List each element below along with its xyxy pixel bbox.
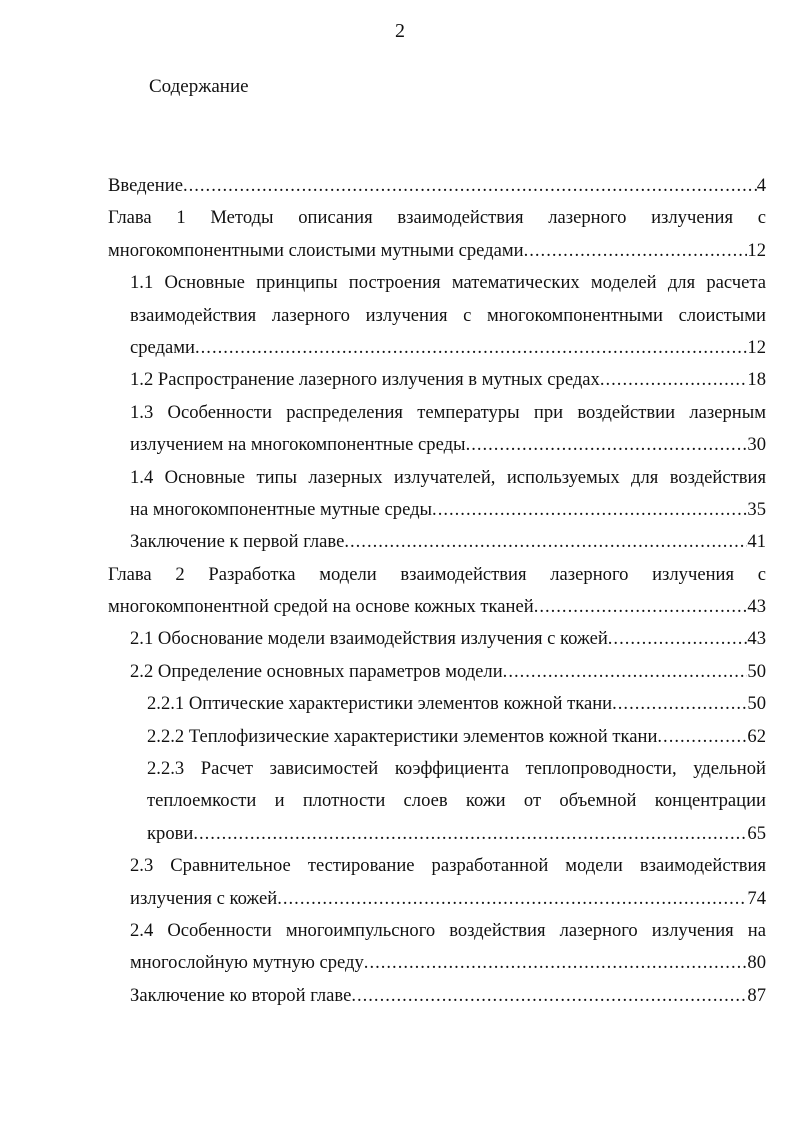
dot-leader xyxy=(657,721,747,753)
dot-leader xyxy=(524,235,748,267)
toc-entry-text: на многокомпонентные мутные среды xyxy=(130,498,433,520)
toc-page-number: 18 xyxy=(747,369,766,391)
toc-entry-text: средами xyxy=(130,336,195,358)
toc-entry-line xyxy=(130,980,766,1012)
toc-entry-text: многокомпонентными слоистыми мутными средами xyxy=(108,239,524,261)
toc-page-number: 50 xyxy=(747,693,766,715)
toc-entry xyxy=(108,688,766,720)
toc-entry xyxy=(108,364,766,396)
page-number: 2 xyxy=(395,20,405,42)
toc-page-number: 62 xyxy=(747,725,766,747)
toc-entry xyxy=(108,397,766,462)
toc-entry-text: 2.2.1 Оптические характеристики элементов кожной ткани xyxy=(147,693,613,715)
toc-entry-text: Заключение к первой главе xyxy=(130,531,345,553)
dot-leader xyxy=(195,332,747,364)
toc-entry-line: Глава 1 Методы описания взаимодействия лазерного излучения с xyxy=(108,207,766,229)
toc-entry-line: 1.3 Особенности распределения температуры при воздействии лазерным xyxy=(130,401,766,423)
toc-entry-line xyxy=(130,429,766,461)
toc-entry xyxy=(108,850,766,915)
toc-entry-line: 2.3 Сравнительное тестирование разработанной модели взаимодействия xyxy=(130,855,766,877)
toc-entry-line xyxy=(147,721,766,753)
toc-entry-line xyxy=(147,818,766,850)
dot-leader xyxy=(351,980,747,1012)
toc-page-number: 41 xyxy=(747,531,766,553)
toc-entry-line: взаимодействия лазерного излучения с многокомпонентными слоистыми xyxy=(130,304,766,326)
toc-entry-line: теплоемкости и плотности слоев кожи от объемной концентрации xyxy=(147,790,766,812)
toc-entry-text: крови xyxy=(147,822,194,844)
dot-leader xyxy=(600,364,748,396)
dot-leader xyxy=(193,818,747,850)
toc-page-number: 4 xyxy=(756,175,766,196)
toc-entry-line: 1.4 Основные типы лазерных излучателей, используемых для воздействия xyxy=(130,466,766,488)
dot-leader xyxy=(344,526,747,558)
dot-leader xyxy=(277,883,747,915)
toc-entry-line xyxy=(130,947,766,979)
toc-page-number: 12 xyxy=(747,239,766,261)
toc-page-number: 35 xyxy=(747,498,766,520)
toc-entry-text: 1.2 Распространение лазерного излучения в мутных средах xyxy=(130,369,600,391)
toc-entry-line xyxy=(147,688,766,720)
toc-page-number: 30 xyxy=(747,434,766,456)
toc-page-number: 65 xyxy=(747,822,766,844)
toc-entry xyxy=(108,170,766,202)
dot-leader xyxy=(608,623,748,655)
toc-entry-text: многослойную мутную среду xyxy=(130,952,364,974)
toc-entry-line: 1.1 Основные принципы построения математических моделей для расчета xyxy=(130,272,766,294)
toc-page-number: 12 xyxy=(747,336,766,358)
dot-leader xyxy=(432,494,747,526)
dot-leader xyxy=(612,688,747,720)
toc-entry xyxy=(108,267,766,364)
toc-entry-line: Глава 2 Разработка модели взаимодействия лазерного излучения с xyxy=(108,563,766,585)
dot-leader xyxy=(503,656,748,688)
toc-page-number: 80 xyxy=(747,952,766,974)
toc-entry-line xyxy=(108,170,766,202)
toc-entry xyxy=(108,753,766,850)
toc-entry xyxy=(108,623,766,655)
toc-entry-line xyxy=(130,332,766,364)
toc-entry xyxy=(108,462,766,527)
table-of-contents xyxy=(108,170,766,1012)
toc-entry-line xyxy=(108,591,766,623)
toc-entry-text: 2.2 Определение основных параметров модели xyxy=(130,660,503,682)
toc-entry-line xyxy=(130,494,766,526)
toc-entry-line xyxy=(130,656,766,688)
toc-entry-line xyxy=(130,883,766,915)
toc-entry xyxy=(108,915,766,980)
toc-entry-line xyxy=(130,364,766,396)
toc-title: Содержание xyxy=(149,76,249,97)
toc-entry-line xyxy=(108,235,766,267)
toc-entry-line xyxy=(130,623,766,655)
toc-entry-line: 2.4 Особенности многоимпульсного воздействия лазерного излучения на xyxy=(130,919,766,941)
toc-entry xyxy=(108,721,766,753)
toc-page-number: 50 xyxy=(747,660,766,682)
toc-entry-text: 2.2.2 Теплофизические характеристики элементов кожной ткани xyxy=(147,725,658,747)
toc-page-number: 74 xyxy=(747,887,766,909)
toc-page-number: 43 xyxy=(747,628,766,650)
dot-leader xyxy=(364,947,748,979)
toc-entry xyxy=(108,202,766,267)
toc-page-number: 87 xyxy=(747,984,766,1006)
toc-entry-text: многокомпонентной средой на основе кожных тканей xyxy=(108,596,534,618)
toc-entry-text: Заключение ко второй главе xyxy=(130,984,352,1006)
toc-entry-line: 2.2.3 Расчет зависимостей коэффициента теплопроводности, удельной xyxy=(147,758,766,780)
toc-page-number: 43 xyxy=(747,596,766,618)
toc-entry-text: излучением на многокомпонентные среды xyxy=(130,434,466,456)
dot-leader xyxy=(183,170,757,202)
dot-leader xyxy=(466,429,748,461)
toc-entry xyxy=(108,559,766,624)
toc-entry xyxy=(108,656,766,688)
toc-entry xyxy=(108,980,766,1012)
toc-entry-text: излучения с кожей xyxy=(130,887,278,909)
toc-entry xyxy=(108,526,766,558)
toc-entry-text: Введение xyxy=(108,175,183,196)
dot-leader xyxy=(534,591,748,623)
toc-entry-line xyxy=(130,526,766,558)
toc-entry-text: 2.1 Обоснование модели взаимодействия излучения с кожей xyxy=(130,628,608,650)
